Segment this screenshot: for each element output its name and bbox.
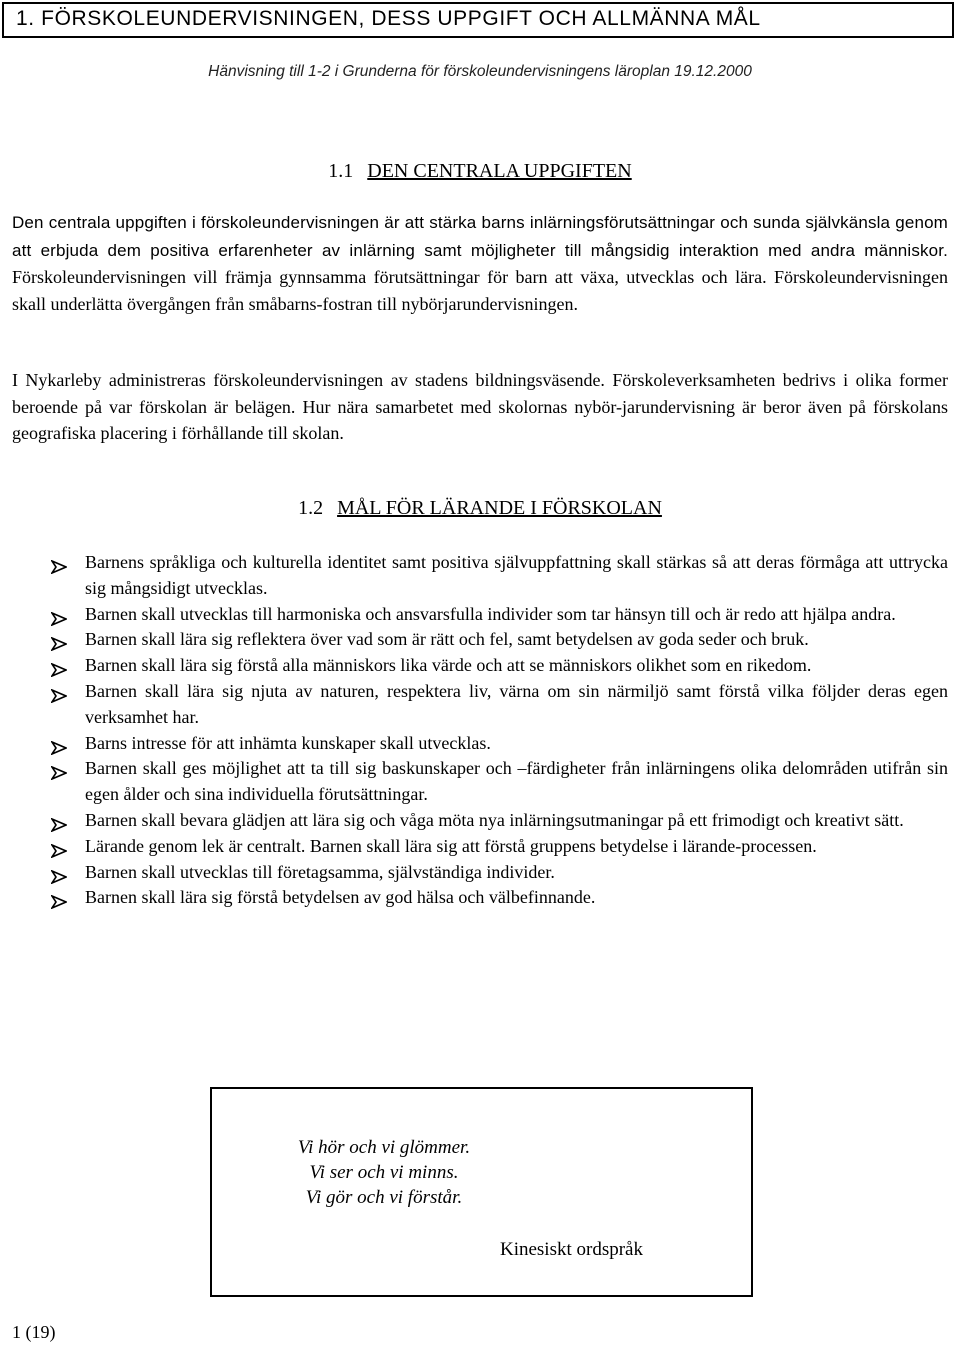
goal-item [12,550,948,602]
chapter-header [2,2,954,38]
goal-item [12,627,948,653]
goal-text: Barnen skall lära sig njuta av naturen, respektera liv, värna om sin närmiljö samt förstå vilka följder deras egen verksamhet har. [85,680,948,727]
goal-text: Barns intresse för att inhämta kunskaper skall utvecklas. [85,732,491,753]
arrowhead-bullet-icon [51,840,67,854]
section-1-1-paragraph-2: I Nykarleby administreras förskoleundervisningen av stadens bildningsväsende. Förskoleverksamheten bedrivs i olika former beroende på var förskolan är belägen. Hur nära samarbetet med skolornas nybör-jarundervisning är beror även på förskolans geografiska placering i förhållande till skolan. [12,370,948,443]
section-title: MÅL FÖR LÄRANDE I FÖRSKOLAN [337,497,662,519]
goal-text: Barnen skall utvecklas till harmoniska och ansvarsfulla individer som tar hänsyn till och är redo att hjälpa andra. [85,603,896,624]
goal-item [12,731,948,757]
arrowhead-bullet-icon [51,633,67,647]
learning-goals-list [12,550,948,911]
section-1-1-paragraph-1 [12,209,948,317]
section-heading-1-1 [0,160,960,183]
proverb-line: Vi gör och vi förstår. [305,1187,463,1208]
arrowhead-bullet-icon [51,891,67,905]
goal-text: Barnen skall lära sig förstå betydelsen av god hälsa och välbefinnande. [85,887,596,908]
goal-item [12,808,948,834]
goal-item [12,679,948,731]
arrowhead-bullet-icon [51,556,67,570]
section-heading-1-2 [0,497,960,520]
goal-text: Barnen skall ges möjlighet att ta till sig baskunskaper och –färdigheter från inlärningens olika delområden utifrån sin egen ålder och sina individuella förutsättningar. [85,758,948,805]
proverb-source: Kinesiskt ordspråk [499,1239,643,1260]
goal-item [12,834,948,860]
curriculum-reference: Hänvisning till 1-2 i Grunderna för förskoleundervisningens läroplan 19.12.2000 [208,63,752,80]
arrowhead-bullet-icon [51,737,67,751]
section-title: DEN CENTRALA UPPGIFTEN [367,160,632,182]
arrowhead-bullet-icon [51,814,67,828]
page-number: 1 (19) [12,1322,56,1342]
arrowhead-bullet-icon [51,685,67,699]
goal-item [12,653,948,679]
section-number: 1.2 [298,497,324,519]
goal-item [12,885,948,911]
arrowhead-bullet-icon [51,762,67,776]
paragraph-sentence-group: Förskoleundervisningen vill främja gynnsamma förutsättningar för barn att växa, utvecklas och lära. Förskoleundervisningen skall underlätta övergången från småbarns-fostran till nybörjarundervisningen. [12,267,948,314]
goal-item [12,756,948,808]
goal-text: Barnen skall lära sig förstå alla människors lika värde och att se människors olikhet som en rikedom. [85,655,812,676]
goal-item [12,860,948,886]
proverb-line: Vi ser och vi minns. [309,1162,459,1183]
arrowhead-bullet-icon [51,608,67,622]
goal-text: Barnen skall lära sig reflektera över vad som är rätt och fel, samt betydelsen av goda seder och bruk. [85,629,809,650]
chapter-title: 1. FÖRSKOLEUNDERVISNINGEN, DESS UPPGIFT OCH ALLMÄNNA MÅL [16,7,761,30]
proverb-line: Vi hör och vi glömmer. [297,1137,471,1158]
section-number: 1.1 [328,160,354,182]
paragraph-sentence-group: Den centrala uppgiften i förskoleundervisningen är att stärka barns inlärningsförutsättningar och sunda självkänsla genom att erbjuda dem positiva erfarenheter av inlärning samt möjligheter till mångsidig interaktion med andra människor. [12,213,948,260]
proverb-box [210,1087,753,1297]
arrowhead-bullet-icon [51,866,67,880]
goal-text: Barnen skall utvecklas till företagsamma, självständiga individer. [85,861,555,882]
goal-text: Barnen skall bevara glädjen att lära sig och våga möta nya inlärningsutmaningar på ett frimodigt och kreativt sätt. [85,809,904,830]
goal-text: Barnens språkliga och kulturella identitet samt positiva självuppfattning skall stärkas så att deras förmåga att uttrycka sig mångsidigt utvecklas. [85,552,948,598]
goal-text: Lärande genom lek är centralt. Barnen skall lära sig att förstå gruppens betydelse i lärande-processen. [85,835,817,856]
goal-item [12,602,948,628]
arrowhead-bullet-icon [51,659,67,673]
